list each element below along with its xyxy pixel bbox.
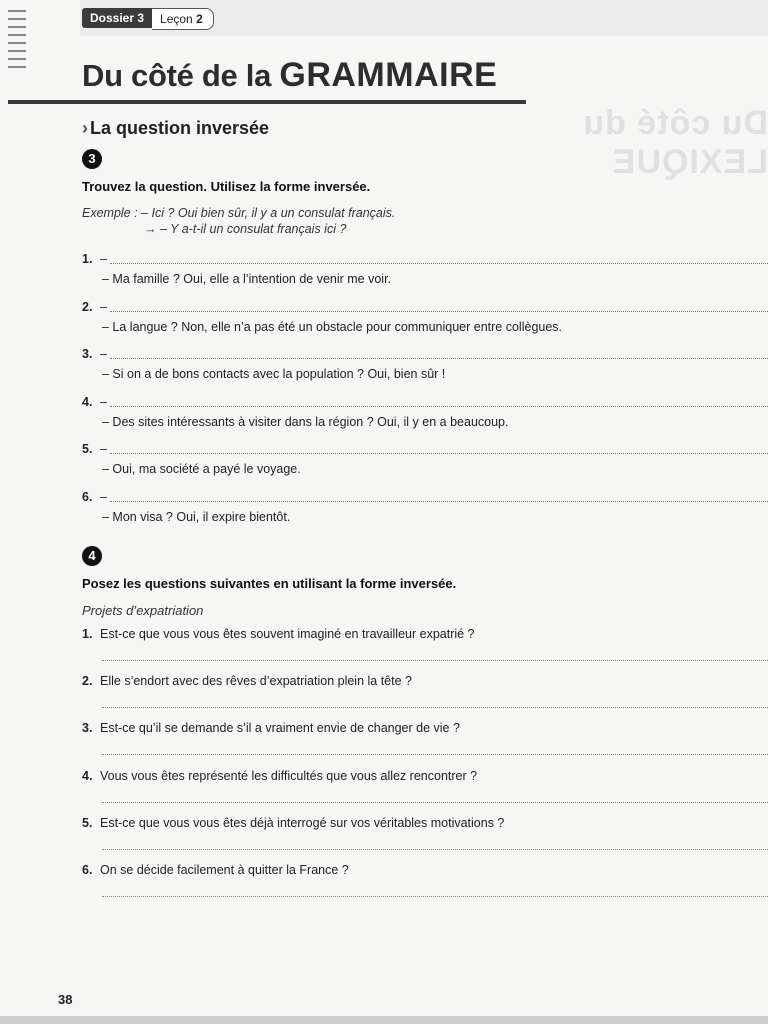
answer-line-row — [82, 395, 768, 413]
answer-input-line[interactable] — [102, 896, 768, 897]
question-text: On se décide facilement à quitter la France ? — [100, 863, 349, 877]
exercise-subtitle: Projets d’expatriation — [82, 603, 204, 618]
answer-input-line[interactable] — [102, 849, 768, 850]
item-dash: – — [100, 252, 107, 266]
page-title — [82, 56, 497, 95]
title-underline — [8, 100, 526, 104]
answer-input-line[interactable] — [110, 406, 768, 407]
title-emphasis: GRAMMAIRE — [279, 56, 498, 94]
question-text: Est-ce qu’il se demande s’il a vraiment envie de changer de vie ? — [100, 721, 460, 736]
question-text: Est-ce que vous vous êtes souvent imaginé en travailleur expatrié ? — [100, 627, 475, 641]
answer-input-line[interactable] — [102, 660, 768, 661]
answer-line-row — [82, 347, 768, 365]
question-item — [82, 674, 412, 688]
item-number: 4. — [82, 394, 93, 409]
item-dash: – — [100, 347, 107, 361]
item-dash: – — [100, 299, 107, 314]
item-number: 5. — [82, 815, 93, 830]
item-number: 3. — [82, 721, 93, 736]
question-text: Est-ce que vous vous êtes déjà interrogé sur vos véritables motivations ? — [100, 815, 505, 830]
section-heading — [82, 118, 269, 139]
question-item — [82, 769, 477, 783]
edge-stripes — [8, 10, 26, 74]
answer-input-line[interactable] — [102, 707, 768, 708]
page-number: 38 — [58, 992, 73, 1007]
example-line: Exemple : – Ici ? Oui bien sûr, il y a un consulat français. — [82, 206, 396, 220]
given-answer: – Ma famille ? Oui, elle a l’intention de venir me voir. — [102, 272, 392, 286]
answer-input-line[interactable] — [110, 501, 768, 502]
given-answer: – Oui, ma société a payé le voyage. — [102, 462, 301, 476]
bottom-band — [0, 1016, 768, 1024]
item-dash: – — [100, 442, 107, 456]
given-answer: – Des sites intéressants à visiter dans la région ? Oui, il y en a beaucoup. — [102, 414, 509, 429]
example-line: → – Y a-t-il un consulat français ici ? — [144, 222, 347, 236]
item-number: 6. — [82, 489, 93, 504]
answer-input-line[interactable] — [102, 754, 768, 755]
exercise-instruction: Posez les questions suivantes en utilisant la forme inversée. — [82, 576, 457, 591]
given-answer: – Mon visa ? Oui, il expire bientôt. — [102, 509, 291, 524]
given-answer: – La langue ? Non, elle n’a pas été un obstacle pour communiquer entre collègues. — [102, 319, 563, 334]
question-item — [82, 863, 349, 877]
item-number: 2. — [82, 299, 93, 314]
item-number: 3. — [82, 347, 93, 361]
lecon-tab — [152, 8, 214, 30]
item-number: 5. — [82, 442, 93, 456]
title-prefix: Du côté de la — [82, 58, 272, 93]
item-number: 1. — [82, 627, 93, 641]
answer-input-line[interactable] — [110, 311, 768, 312]
exercise-instruction: Trouvez la question. Utilisez la forme inversée. — [82, 179, 371, 194]
answer-input-line[interactable] — [110, 358, 768, 359]
item-number: 2. — [82, 674, 93, 689]
question-text: Vous vous êtes représenté les difficultés que vous allez rencontrer ? — [100, 768, 478, 783]
section-heading-text: La question inversée — [90, 118, 270, 138]
answer-line-row — [82, 490, 768, 508]
question-item — [82, 816, 504, 830]
answer-line-row — [82, 442, 768, 460]
breadcrumb — [82, 8, 214, 30]
answer-line-row — [82, 252, 768, 270]
item-dash: – — [100, 489, 107, 504]
item-number: 4. — [82, 768, 93, 783]
dossier-tab: Dossier 3 — [82, 8, 152, 28]
question-item — [82, 721, 460, 735]
item-number: 6. — [82, 863, 93, 877]
item-dash: – — [100, 394, 107, 409]
lecon-label: Leçon — [160, 12, 193, 26]
answer-line-row — [82, 300, 768, 318]
question-item — [82, 627, 475, 641]
answer-input-line[interactable] — [110, 263, 768, 264]
answer-input-line[interactable] — [102, 802, 768, 803]
chevron-right-icon: › — [82, 118, 88, 138]
lecon-number: 2 — [196, 12, 203, 26]
answer-input-line[interactable] — [110, 453, 768, 454]
bleed-through-ghost: Du côté du LEXIQUE — [582, 104, 768, 181]
exercise-number-badge: 4 — [82, 546, 102, 566]
item-number: 1. — [82, 252, 93, 266]
question-text: Elle s’endort avec des rêves d’expatriation plein la tête ? — [100, 674, 412, 689]
given-answer: – Si on a de bons contacts avec la population ? Oui, bien sûr ! — [102, 367, 446, 381]
exercise-number-badge: 3 — [82, 149, 102, 169]
